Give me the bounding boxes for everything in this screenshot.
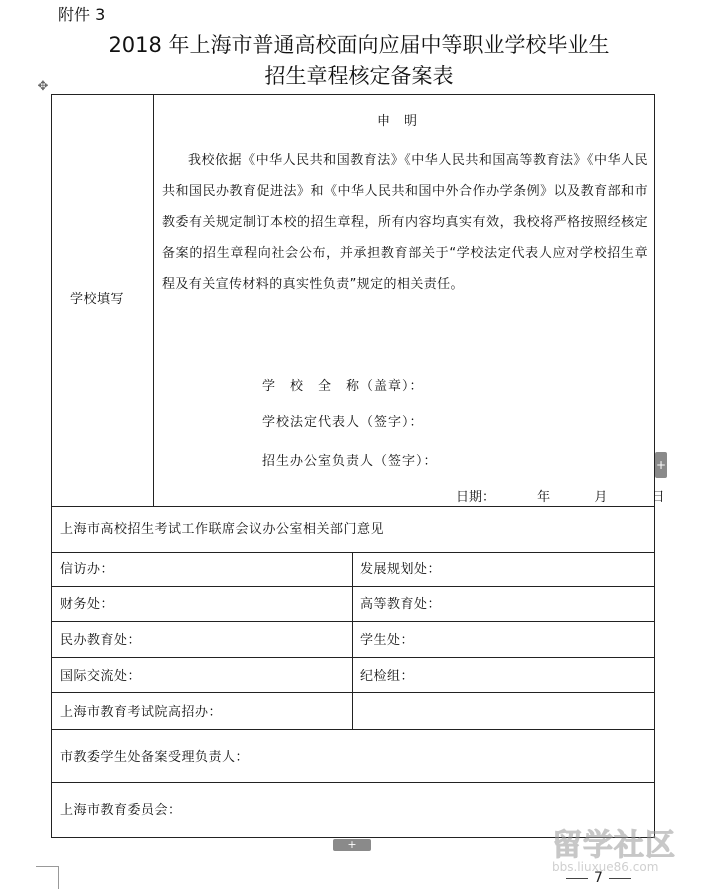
- declaration-body: 我校依据《中华人民共和国教育法》《中华人民共和国高等教育法》《中华人民共和国民办教育促进法》和《中华人民共和国中外合作办学条例》以及教育部和市教委有关规定制订本校的招生章程，所有内容均真实有效，我校将严格按照经核定备案的招生章程向社会公布，并承担教育部关于“学校法定代表人应对学校招生章程及有关宣传材料的真实性负责”规定的相关责任。: [162, 153, 648, 292]
- year-label: 年: [537, 490, 551, 505]
- higher-ed-office-field[interactable]: 高等教育处：: [360, 597, 442, 612]
- attachment-label: 附件 3: [58, 5, 106, 24]
- label-column-divider: [153, 95, 154, 506]
- finance-office-field[interactable]: 财务处：: [60, 597, 115, 612]
- office-section-heading: 上海市高校招生考试工作联席会议办公室相关部门意见: [60, 522, 385, 537]
- declaration-title: 申明: [376, 114, 431, 129]
- row-divider: [52, 657, 654, 658]
- watermark-logo-text: 留学社区: [552, 828, 676, 863]
- add-row-icon[interactable]: +: [333, 839, 371, 851]
- exam-institute-field[interactable]: 上海市教育考试院高招办：: [60, 705, 223, 720]
- school-name-signature-field[interactable]: 学 校 全 称（盖章）：: [262, 379, 424, 394]
- move-arrows-icon[interactable]: ✥: [37, 79, 49, 94]
- row-divider: [52, 506, 654, 507]
- petition-office-field[interactable]: 信访办：: [60, 562, 115, 577]
- planning-office-field[interactable]: 发展规划处：: [360, 562, 442, 577]
- row-divider: [52, 586, 654, 587]
- office-column-divider: [352, 552, 353, 729]
- page-corner-mark: [36, 866, 59, 889]
- document-title-line1: 2018 年上海市普通高校面向应届中等职业学校毕业生: [108, 33, 610, 57]
- day-label: 日: [651, 490, 665, 505]
- intl-office-field[interactable]: 国际交流处：: [60, 669, 142, 684]
- row-divider: [52, 621, 654, 622]
- filing-person-field[interactable]: 市教委学生处备案受理负责人：: [60, 750, 250, 765]
- legal-rep-signature-field[interactable]: 学校法定代表人（签字）：: [262, 415, 424, 430]
- row-divider: [52, 729, 654, 730]
- student-office-field[interactable]: 学生处：: [360, 633, 415, 648]
- row-divider: [52, 782, 654, 783]
- date-label: 日期：: [456, 490, 496, 505]
- add-column-icon[interactable]: +: [655, 452, 667, 478]
- private-ed-office-field[interactable]: 民办教育处：: [60, 633, 142, 648]
- filing-table: [51, 94, 665, 838]
- admissions-head-signature-field[interactable]: 招生办公室负责人（签字）：: [262, 454, 438, 469]
- row-divider: [52, 552, 654, 553]
- discipline-group-field[interactable]: 纪检组：: [360, 669, 415, 684]
- education-commission-field[interactable]: 上海市教育委员会：: [60, 803, 182, 818]
- row-divider: [52, 692, 654, 693]
- page-number: 7: [566, 870, 631, 886]
- date-row: [456, 486, 664, 505]
- school-fill-label: 学校填写: [70, 292, 125, 307]
- watermark-url: bbs.liuxue86.com: [552, 860, 659, 874]
- watermark: [552, 820, 712, 882]
- month-label: 月: [594, 490, 608, 505]
- document-title-line2: 招生章程核定备案表: [264, 64, 454, 88]
